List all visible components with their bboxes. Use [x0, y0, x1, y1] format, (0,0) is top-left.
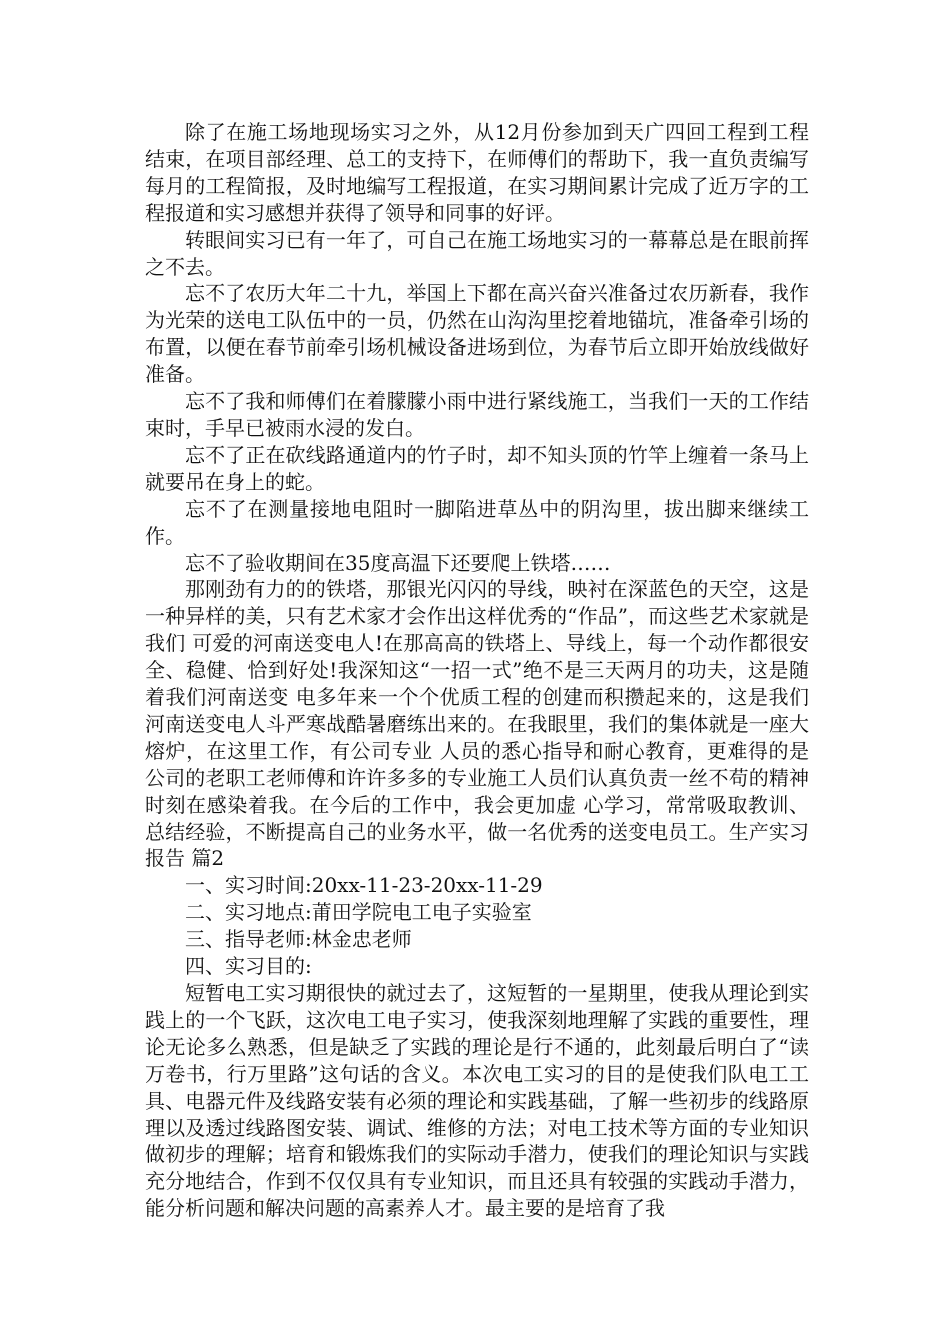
list-item-instructor: 三、指导老师:林金忠老师	[185, 927, 412, 952]
paragraph-new-year-eve: 忘不了农历大年二十九，举国上下都在高兴奋兴准备过农历新春，我作为光荣的送电工队伍中的一员，仍然在山沟沟里挖着地锚坑，准备牵引场的布置，以便在春节前牵引场机械设备进场到位，为春节后立即开始放线做好准备。	[145, 281, 809, 387]
paragraph-bamboo-snake: 忘不了正在砍线路通道内的竹子时，却不知头顶的竹竿上缠着一条马上就要吊在身上的蛇。	[145, 442, 809, 494]
list-item-internship-purpose: 四、实习目的:	[185, 954, 312, 979]
document-body	[145, 119, 809, 1222]
list-item-internship-location: 二、实习地点:莆田学院电工电子实验室	[185, 900, 532, 925]
paragraph-rain-work: 忘不了我和师傅们在着朦朦小雨中进行紧线施工，当我们一天的工作结束时，手早已被雨水浸的发白。	[145, 389, 809, 440]
paragraph-construction-reports: 除了在施工场地现场实习之外，从12月份参加到天广四回工程到工程结束，在项目部经理、总工的支持下，在师傅们的帮助下，我一直负责编写每月的工程简报，及时地编写工程报道，在实习期间累计完成了近万字的工程报道和实习感想并获得了领导和同事的好评。	[145, 120, 809, 225]
paragraph-grounding-ditch: 忘不了在测量接地电阻时一脚陷进草丛中的阴沟里，拔出脚来继续工作。	[145, 496, 809, 548]
paragraph-one-year-internship: 转眼间实习已有一年了，可自己在施工场地实习的一幕幕总是在眼前挥之不去。	[145, 227, 809, 279]
paragraph-high-temperature: 忘不了验收期间在35度高温下还要爬上铁塔……	[185, 550, 611, 575]
list-item-internship-time: 一、实习时间:20xx-11-23-20xx-11-29	[185, 873, 543, 898]
paragraph-electrician-internship: 短暂电工实习期很快的就过去了，这短暂的一星期里，使我从理论到实践上的一个飞跃，这次电工电子实习，使我深刻地理解了实践的重要性，理论无论多么熟悉，但是缺乏了实践的理论是行不通的，此刻最后明白了“读万卷书，行万里路”这句话的含义。本次电工实习的目的是使我们队电工工具、电器元件及线路安装有必须的理论和实践基础，了解一些初步的线路原理以及透过线路图安装、调试、维修的方法；对电工技术等方面的专业知识做初步的理解；培育和锻炼我们的实际动手潜力，使我们的理论知识与实践充分地结合，作到不仅仅具有专业知识，而且还具有较强的实践动手潜力，能分析问题和解决问题的高素养人才。最主要的是培育了我	[145, 981, 809, 1221]
paragraph-iron-tower: 那刚劲有力的的铁塔，那银光闪闪的导线，映衬在深蓝色的天空，这是一种异样的美，只有艺术家才会作出这样优秀的“作品”，而这些艺术家就是我们 可爱的河南送变电人!在那高高的铁塔上、导线上，每一个动作都很安全、稳健、恰到好处!我深知这“一招一式”绝不是三天两月的功夫，这是随着我们河南送变 电多年来一个个优质工程的创建而积攒起来的，这是我们河南送变电人斗严寒战酷暑磨练出来的。在我眼里，我们的集体就是一座大熔炉，在这里工作，有公司专业 人员的悉心指导和耐心教育，更难得的是公司的老职工老师傅和许许多多的专业施工人员们认真负责一丝不苟的精神时刻在感染着我。在今后的工作中，我会更加虚 心学习，常常吸取教训、总结经验，不断提高自己的业务水平，做一名优秀的送变电员工。生产实习报告 篇2	[145, 577, 809, 871]
